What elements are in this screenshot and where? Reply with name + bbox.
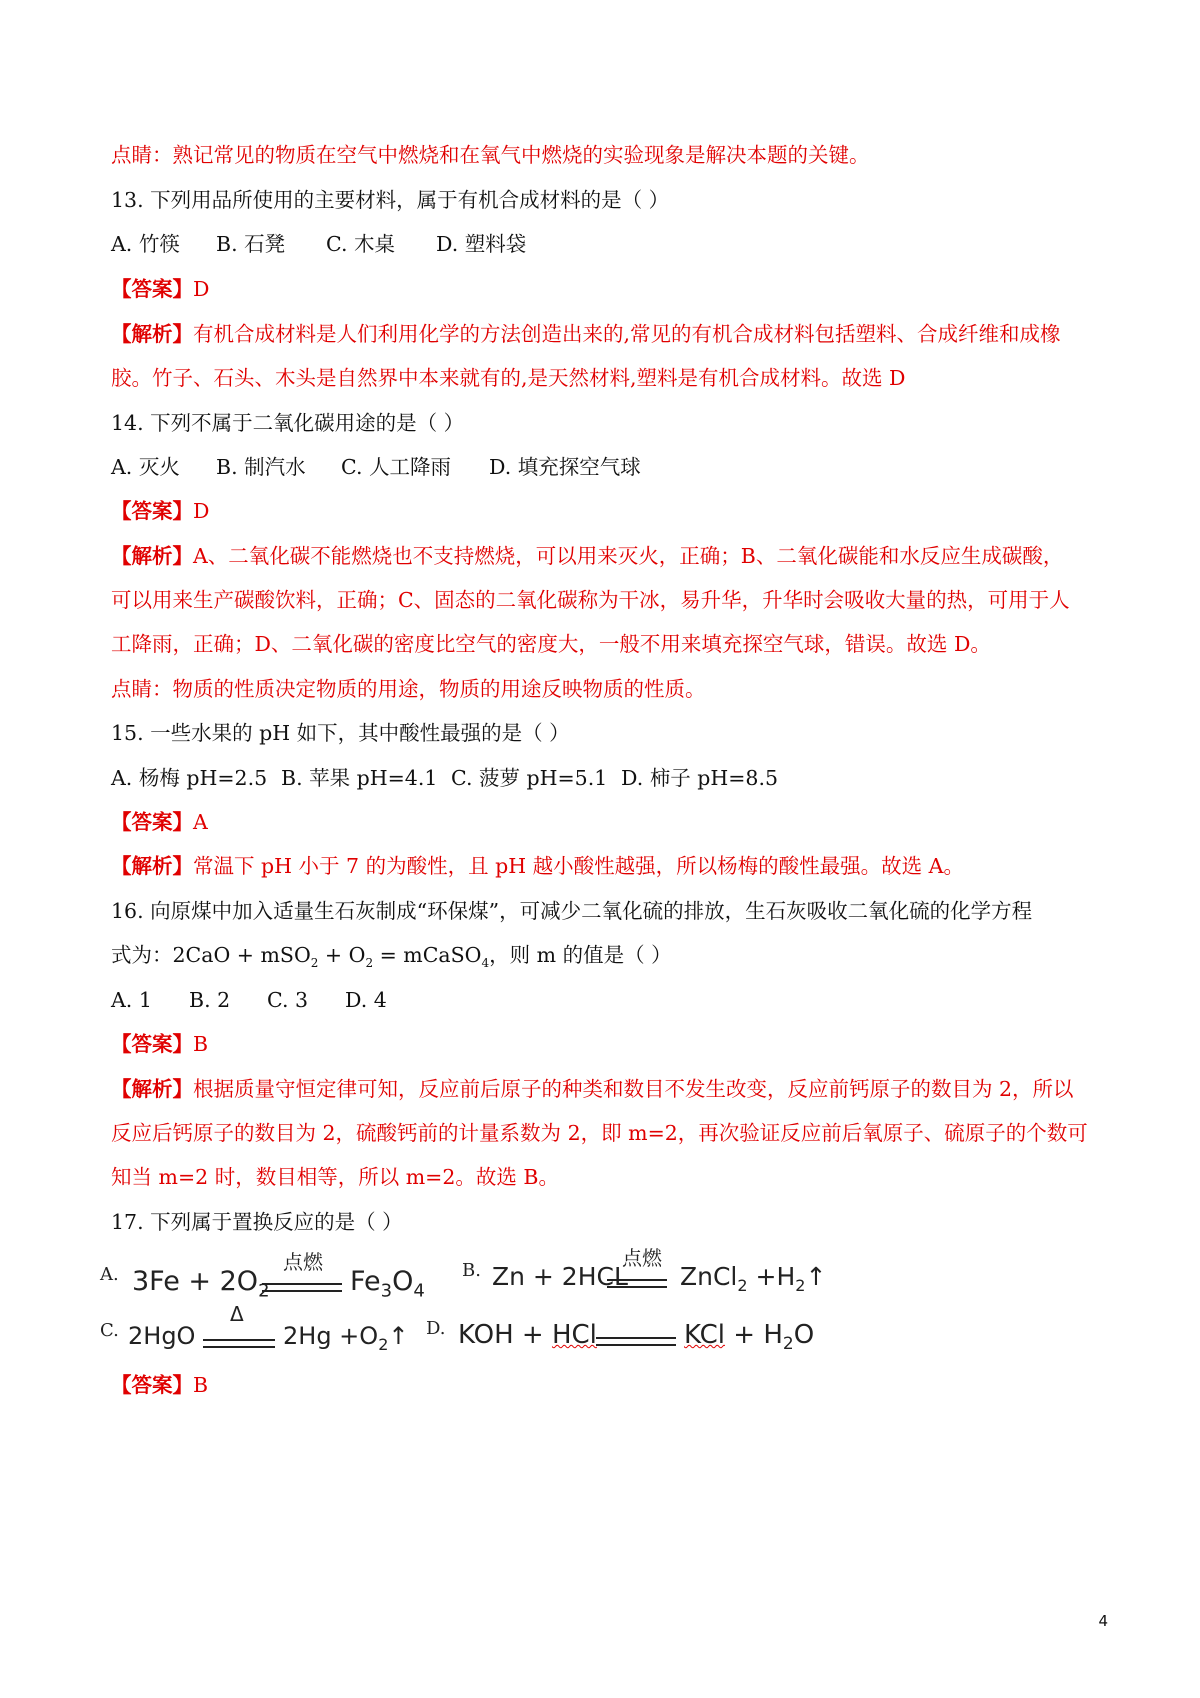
formula: +H (747, 1262, 796, 1291)
option-c: C. 3 (267, 988, 309, 1012)
answer-tag: 【答案】 (111, 1373, 193, 1397)
option-d: D. 4 (345, 988, 387, 1012)
equation-a-right (350, 1266, 425, 1301)
answer-tag: 【答案】 (111, 1032, 193, 1056)
answer-value: D (193, 277, 210, 301)
answer-tag: 【答案】 (111, 810, 193, 834)
formula: HCl (551, 1320, 597, 1350)
equation-c-right (283, 1322, 408, 1354)
analysis-16-line-1 (111, 1075, 1095, 1103)
subscript: 2 (782, 1334, 794, 1355)
subscript: 2 (737, 1276, 748, 1295)
option-a: A. 杨梅 pH=2.5 (111, 766, 268, 790)
answer-value: B (193, 1032, 209, 1056)
up-arrow-icon: ↑ (388, 1322, 409, 1350)
reaction-condition: 点燃 (283, 1250, 323, 1274)
question-16-line-1: 16. 向原煤中加入适量生石灰制成“环保煤”，可减少二氧化硫的排放，生石灰吸收二氧化硫的化学方程 (111, 899, 1033, 923)
option-label: A. (100, 1264, 119, 1285)
formula: ZnCl (680, 1262, 738, 1291)
reaction-condition: 点燃 (622, 1246, 662, 1270)
analysis-text: 常温下 pH 小于 7 的为酸性，且 pH 越小酸性越强，所以杨梅的酸性最强。故选 A。 (193, 854, 964, 878)
equation-c (100, 1302, 420, 1362)
option-c: C. 木桌 (326, 232, 395, 256)
question-15-options (111, 764, 1095, 792)
option-b: B. 苹果 pH=4.1 (281, 766, 438, 790)
equation-c-left: 2HgO (128, 1322, 196, 1350)
answer-value: B (193, 1373, 209, 1397)
option-d: D. 填充探空气球 (489, 455, 641, 479)
answer-value: A (193, 810, 208, 834)
analysis-tag: 【解析】 (111, 544, 193, 568)
subscript: 2 (258, 1280, 270, 1302)
formula: 2Hg +O (283, 1322, 379, 1350)
analysis-16-line-3: 知当 m=2 时，数目相等，所以 m=2。故选 B。 (111, 1165, 559, 1189)
option-a: A. 1 (111, 988, 152, 1012)
answer-15 (111, 808, 1095, 836)
answer-16 (111, 1030, 1095, 1058)
subscript: 2 (310, 956, 319, 971)
formula: Fe (350, 1266, 381, 1297)
answer-14 (111, 497, 1095, 525)
analysis-14-line-1 (111, 542, 1095, 570)
subscript: 4 (413, 1280, 425, 1302)
formula: O (793, 1320, 815, 1350)
option-c: C. 人工降雨 (341, 455, 451, 479)
subscript: 2 (365, 956, 374, 971)
question-16-line-2 (111, 941, 1095, 977)
analysis-tag: 【解析】 (111, 1077, 193, 1101)
equals-line (596, 1337, 676, 1346)
option-d: D. 柿子 pH=8.5 (621, 766, 779, 790)
up-arrow-icon: ↑ (805, 1262, 827, 1291)
question-14-options (111, 453, 1095, 481)
option-c: C. 菠萝 pH=5.1 (451, 766, 608, 790)
analysis-14-line-3: 工降雨，正确；D、二氧化碳的密度比空气的密度大，一般不用来填充探空气球，错误。故选 D。 (111, 632, 991, 656)
equation-b-right (680, 1262, 826, 1295)
reaction-condition: Δ (230, 1302, 244, 1326)
answer-tag: 【答案】 (111, 277, 193, 301)
answer-value: D (193, 499, 210, 523)
analysis-13-line-2: 胶。竹子、石头、木头是自然界中本来就有的,是天然材料,塑料是有机合成材料。故选 D (111, 366, 906, 390)
subscript: 2 (795, 1276, 806, 1295)
equation-d-right (684, 1320, 814, 1354)
formula: KOH + (458, 1320, 552, 1350)
page-number: 4 (1098, 1612, 1108, 1630)
formula: 3Fe + 2O (132, 1266, 259, 1297)
question-17: 17. 下列属于置换反应的是（ ） (111, 1210, 403, 1234)
answer-13 (111, 275, 1095, 303)
analysis-15-line-1 (111, 852, 1095, 880)
formula: KCl (684, 1320, 726, 1350)
equation-b (462, 1246, 827, 1302)
equation-part: = mCaSO (373, 943, 482, 967)
equals-line (262, 1283, 342, 1292)
answer-tag: 【答案】 (111, 499, 193, 523)
question-16-options (111, 986, 1095, 1014)
formula: O (392, 1266, 414, 1297)
question-14: 14. 下列不属于二氧化碳用途的是（ ） (111, 411, 465, 435)
subscript: 3 (380, 1280, 393, 1302)
option-label: D. (426, 1318, 446, 1339)
equation-part: + O (318, 943, 366, 967)
question-15: 15. 一些水果的 pH 如下，其中酸性最强的是（ ） (111, 721, 570, 745)
option-b: B. 2 (189, 988, 231, 1012)
equation-part: ，则 m 的值是（ ） (489, 943, 672, 967)
equation-d (426, 1310, 826, 1360)
formula: + H (725, 1320, 783, 1350)
analysis-text: 有机合成材料是人们利用化学的方法创造出来的,常见的有机合成材料包括塑料、合成纤维和成橡 (193, 322, 1061, 346)
equals-line (607, 1279, 667, 1288)
option-b: B. 制汽水 (216, 455, 306, 479)
option-a: A. 灭火 (111, 455, 180, 479)
analysis-13-line-1 (111, 320, 1095, 348)
equals-line (203, 1339, 275, 1348)
analysis-tag: 【解析】 (111, 322, 193, 346)
option-d: D. 塑料袋 (436, 232, 527, 256)
equation-d-left (458, 1320, 597, 1350)
analysis-16-line-2: 反应后钙原子的数目为 2，硫酸钙前的计量系数为 2，即 m=2，再次验证反应前后氧原子、硫原子的个数可 (111, 1121, 1088, 1145)
question-13-options (111, 230, 1095, 258)
analysis-tag: 【解析】 (111, 854, 193, 878)
option-label: B. (462, 1260, 481, 1281)
equation-part: 式为：2CaO + mSO (111, 943, 311, 967)
equation-b-left: Zn + 2HCL (492, 1262, 628, 1291)
option-a: A. 竹筷 (111, 232, 180, 256)
subscript: 2 (378, 1334, 389, 1354)
tip-14: 点睛：物质的性质决定物质的用途，物质的用途反映物质的性质。 (111, 677, 706, 701)
option-label: C. (100, 1320, 119, 1341)
answer-17 (111, 1371, 1095, 1399)
analysis-text: 根据质量守恒定律可知，反应前后原子的种类和数目不发生改变，反应前钙原子的数目为 2，所以 (193, 1077, 1074, 1101)
equation-a (100, 1250, 450, 1306)
tip-text: 点睛：熟记常见的物质在空气中燃烧和在氧气中燃烧的实验现象是解决本题的关键。 (111, 143, 870, 167)
equation-a-left (132, 1266, 270, 1301)
question-13: 13. 下列用品所使用的主要材料，属于有机合成材料的是（ ） (111, 188, 670, 212)
analysis-text: A、二氧化碳不能燃烧也不支持燃烧，可以用来灭火，正确；B、二氧化碳能和水反应生成碳酸， (193, 544, 1064, 568)
option-b: B. 石凳 (216, 232, 286, 256)
subscript: 4 (481, 956, 490, 971)
analysis-14-line-2: 可以用来生产碳酸饮料，正确；C、固态的二氧化碳称为干冰，易升华，升华时会吸收大量的热，可用于人 (111, 588, 1070, 612)
